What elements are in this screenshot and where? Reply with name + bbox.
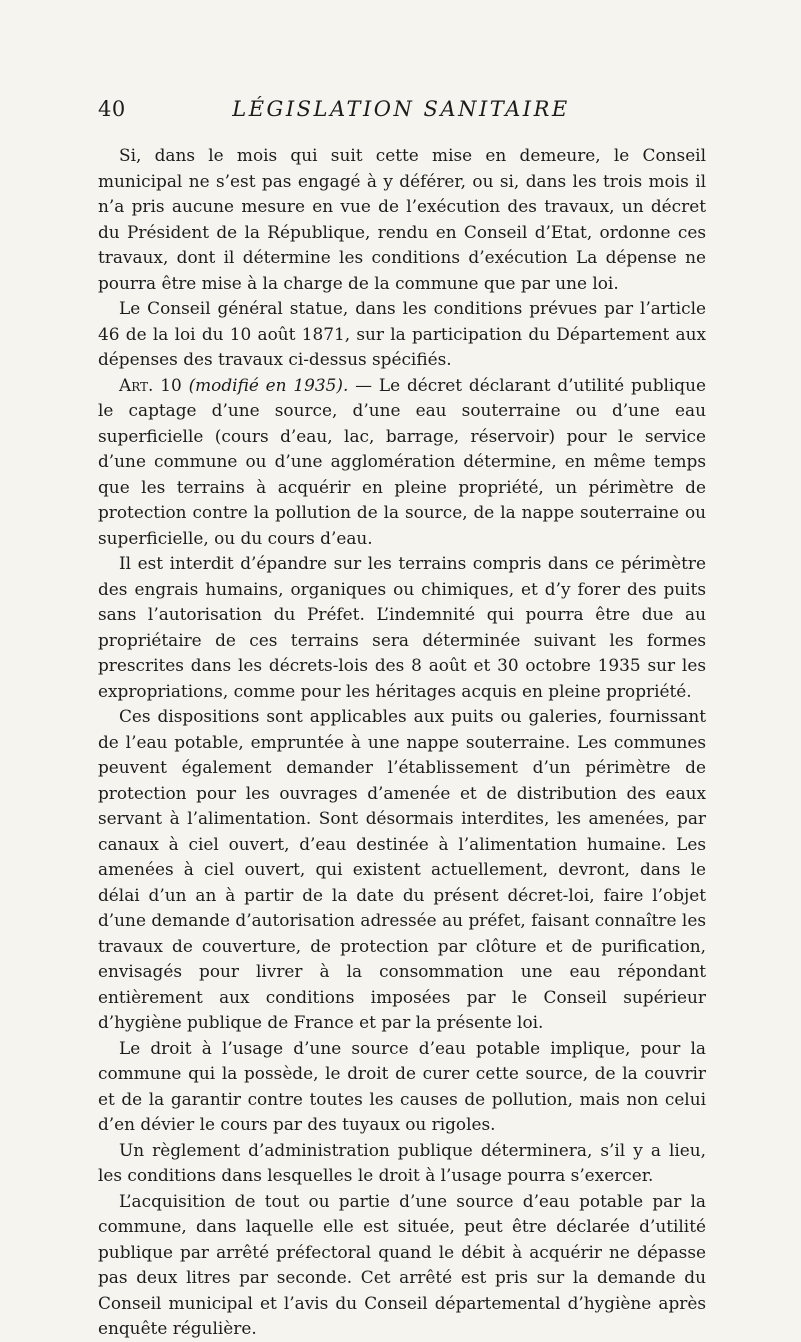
page-number: 40 (98, 97, 126, 121)
paragraph: L’acquisition de tout ou partie d’une source d’eau potable par la commune, dans laquelle elle est située, peut être déclarée d’utilité publique par arrêté préfectoral quand le débit à acquérir ne dépasse pas deux litres par seconde. Cet arrêté est pris sur la demande du Conseil municipal et l’avis du Conseil départemental d’hygiène après enquête régulière. (98, 1190, 706, 1338)
page-header (98, 97, 704, 127)
paragraph: Il est interdit d’épandre sur les terrains compris dans ce périmètre des engrais humains, organiques ou chimiques, et d’y forer des puits sans l’autorisation du Préfet. L’indemnité qui pourra être due au propriétaire de ces terrains sera déterminée suivant les formes prescrites dans les décrets-lois des 8 août et 30 octobre 1935 sur les expropriations, comme pour les héritages acquis en pleine propriété. (98, 553, 706, 701)
paragraph: Un règlement d’administration publique déterminera, s’il y a lieu, les conditions dans lesquelles le droit à l’usage pourra s’exercer. (98, 1139, 706, 1185)
article-10-paragraph (98, 373, 706, 552)
running-title: LÉGISLATION SANITAIRE (232, 97, 570, 121)
article-label: Art. 10 (119, 374, 182, 395)
paragraph: Le droit à l’usage d’une source d’eau potable implique, pour la commune qui la possède, le droit de curer cette source, de la couvrir et de la garantir contre toutes les causes de pollution, mais non celui d’en dévier le cours par des tuyaux ou rigoles. (98, 1037, 706, 1134)
paragraph: Si, dans le mois qui suit cette mise en demeure, le Conseil municipal ne s’est pas engagé à y déférer, ou si, dans les trois mois il n’a pris aucune mesure en vue de l’exécution des travaux, un décret du Président de la République, rendu en Conseil d’Etat, ordonne ces travaux, dont il détermine les conditions d’exécution La dépense ne pourra être mise à la charge de la commune que par une loi. (98, 145, 706, 293)
article-amendment-note: (modifié en 1935). (188, 374, 349, 395)
article-text: — Le décret déclarant d’utilité publique le captage d’une source, d’une eau souterraine ou d’une eau superficielle (cours d’eau, lac, barrage, réservoir) pour le service d’une commune ou d’une agglomération détermine, en même temps que les terrains à acquérir en pleine propriété, un périmètre de protection contre la pollution de la source, de la nappe souterraine ou superficielle, ou du cours d’eau. (98, 374, 706, 548)
paragraph: Ces dispositions sont applicables aux puits ou galeries, fournissant de l’eau potable, empruntée à une nappe souterraine. Les communes peuvent également demander l’établissement d’un périmètre de protection pour les ouvrages d’amenée et de distribution des eaux servant à l’alimentation. Sont désormais interdites, les amenées, par canaux à ciel ouvert, d’eau destinée à l’alimentation humaine. Les amenées à ciel ouvert, qui existent actuellement, devront, dans le délai d’un an à partir de la date du présent décret-loi, faire l’objet d’une demande d’autorisation adressée au préfet, faisant connaître les travaux de couverture, de protection par clôture et de purification, envisagés pour livrer à la consommation une eau répondant entièrement aux conditions imposées par le Conseil supérieur d’hygiène publique de France et par la présente loi. (98, 706, 706, 1032)
body-text (98, 143, 706, 1342)
paragraph: Le Conseil général statue, dans les conditions prévues par l’article 46 de la loi du 10 août 1871, sur la participation du Département aux dépenses des travaux ci-dessus spécifiés. (98, 298, 706, 369)
